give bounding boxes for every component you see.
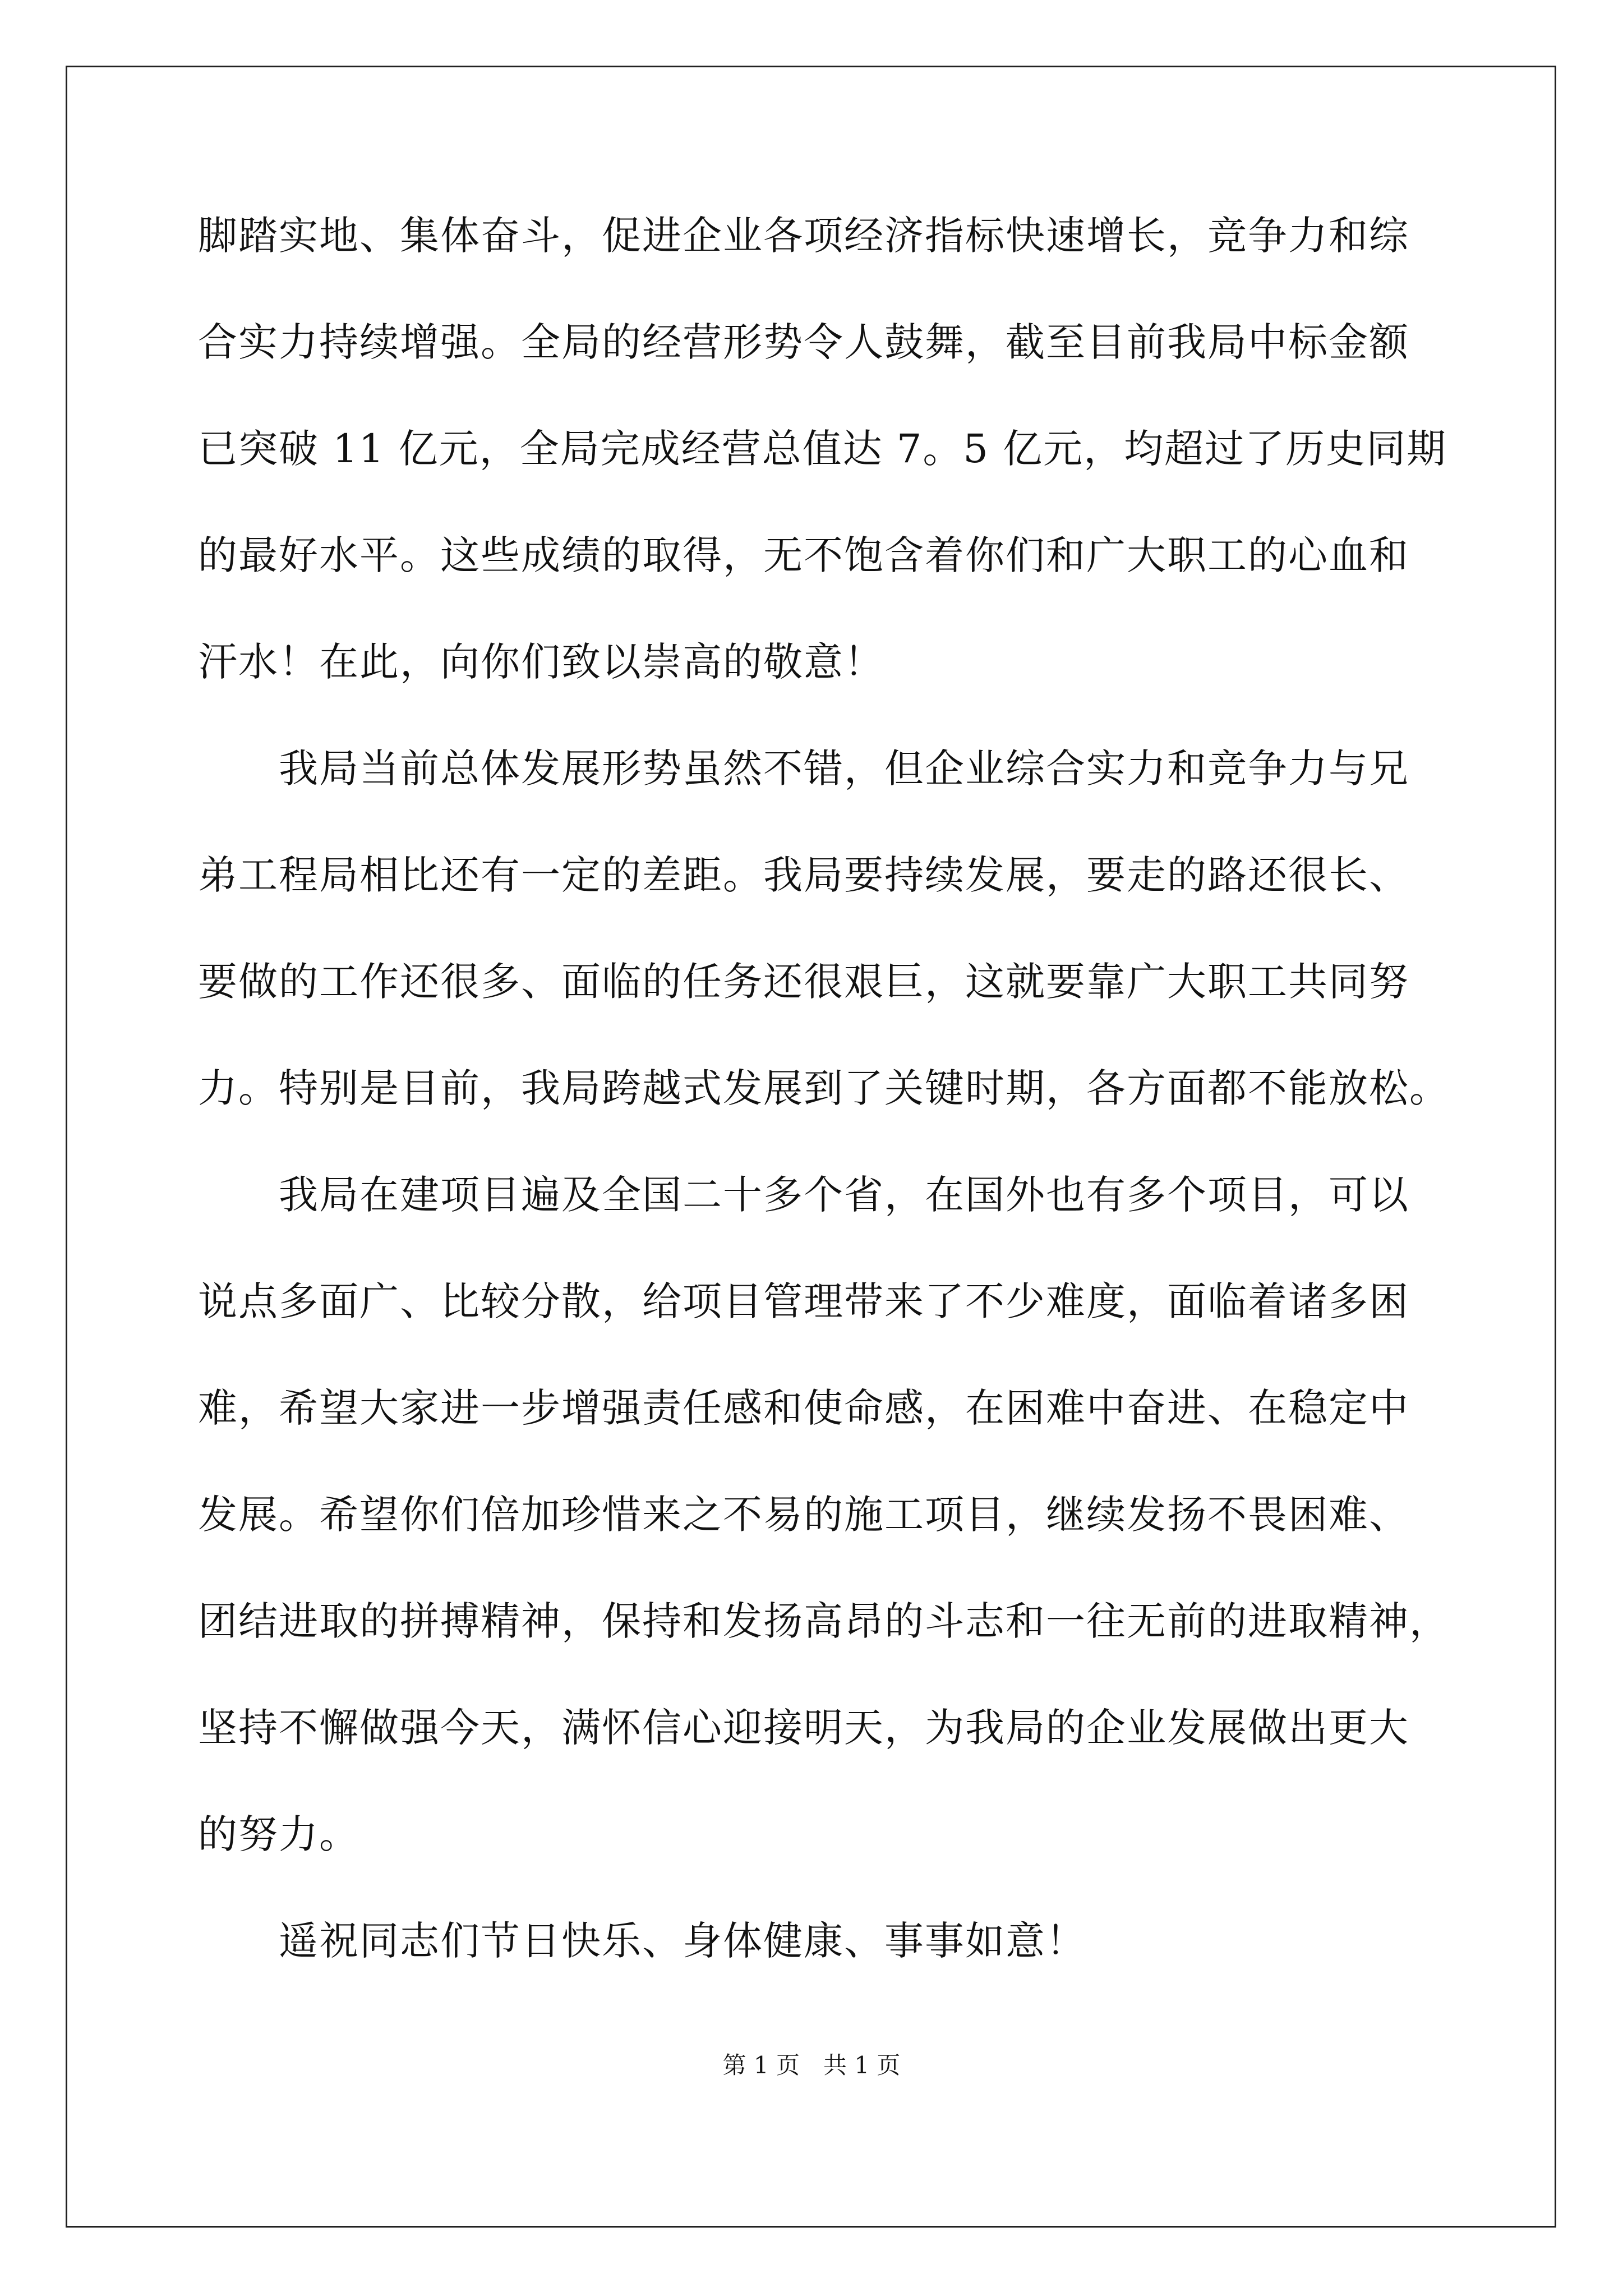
text-line: 汗水！在此，向你们致以崇高的敬意！ <box>198 639 884 685</box>
text-line: 我局在建项目遍及全国二十多个省，在国外也有多个项目，可以 <box>198 1172 1409 1218</box>
text-line: 合实力持续增强。全局的经营形势令人鼓舞，截至目前我局中标金额 <box>198 319 1409 365</box>
text-line: 我局当前总体发展形势虽然不错，但企业综合实力和竞争力与兄 <box>198 746 1409 792</box>
text-line: 遥祝同志们节日快乐、身体健康、事事如意！ <box>198 1918 1086 1964</box>
text-line: 弟工程局相比还有一定的差距。我局要持续发展，要走的路还很长、 <box>198 852 1409 898</box>
text-line: 已突破 11 亿元，全局完成经营总值达 7。5 亿元，均超过了历史同期 <box>198 426 1447 472</box>
text-line: 团结进取的拼搏精神，保持和发扬高昂的斗志和一往无前的进取精神， <box>198 1598 1450 1644</box>
text-line: 发展。希望你们倍加珍惜来之不易的施工项目，继续发扬不畏困难、 <box>198 1492 1409 1538</box>
text-line: 的努力。 <box>198 1811 359 1857</box>
text-line: 难，希望大家进一步增强责任感和使命感，在困难中奋进、在稳定中 <box>198 1385 1409 1431</box>
text-line: 要做的工作还很多、面临的任务还很艰巨，这就要靠广大职工共同努 <box>198 959 1409 1005</box>
text-line: 坚持不懈做强今天，满怀信心迎接明天，为我局的企业发展做出更大 <box>198 1705 1409 1751</box>
text-line: 的最好水平。这些成绩的取得，无不饱含着你们和广大职工的心血和 <box>198 532 1409 578</box>
document-body <box>198 208 1454 2019</box>
text-line: 力。特别是目前，我局跨越式发展到了关键时期，各方面都不能放松。 <box>198 1065 1450 1111</box>
text-line: 脚踏实地、集体奋斗，促进企业各项经济指标快速增长，竞争力和综 <box>198 213 1409 259</box>
page-footer: 第 1 页 共 1 页 <box>722 2051 901 2079</box>
text-line: 说点多面广、比较分散，给项目管理带来了不少难度，面临着诸多困 <box>198 1278 1409 1324</box>
